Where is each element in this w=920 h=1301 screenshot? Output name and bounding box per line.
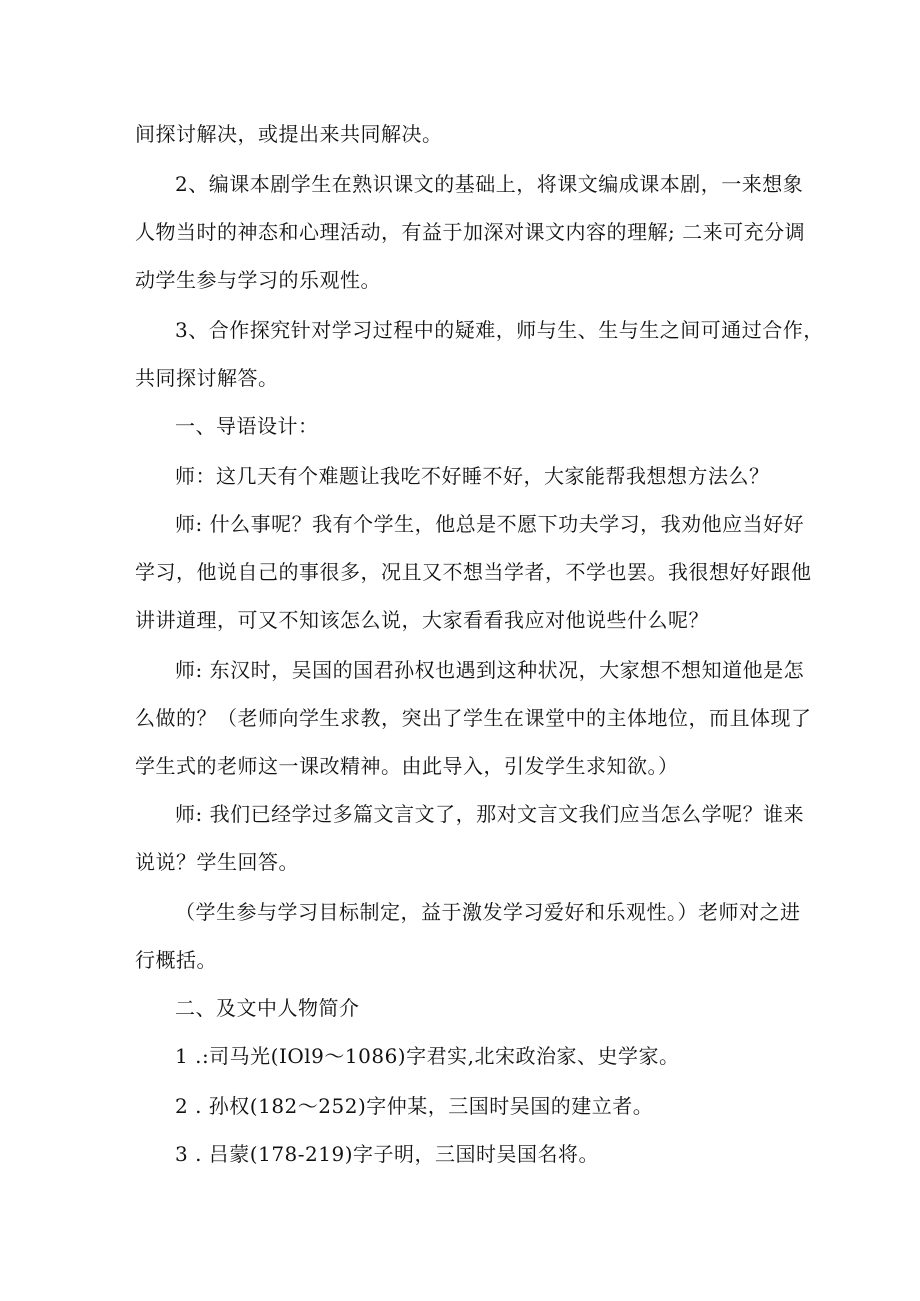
paragraph-classical-chinese [135, 790, 805, 886]
paragraph-textbook-drama [135, 160, 806, 304]
section-heading-intro-design [135, 402, 795, 450]
text-line: 学习，他说自己的事很多，况且又不想当学者，不学也罢。我很想好好跟他 [135, 560, 812, 584]
section-heading-characters [135, 984, 795, 1032]
text-line: 3 . 吕蒙(178-219)字子明，三国时吴国名将。 [175, 1142, 600, 1166]
paragraph-learning-goals [135, 888, 801, 984]
text-line: 间探讨解决，或提出来共同解决。 [135, 122, 443, 146]
text-line: 2、编课本剧学生在熟识课文的基础上，将课文编成课本剧，一来想象 [175, 172, 804, 196]
text-line: 么做的？（老师向学生求教，突出了学生在课堂中的主体地位，而且体现了 [135, 706, 812, 730]
paragraph-teacher-student-story [135, 500, 812, 644]
text-line: 学生式的老师这一课改精神。由此导入，引发学生求知欲。） [135, 754, 679, 778]
text-line: 一、导语设计： [175, 414, 319, 438]
paragraph-cooperative-inquiry [135, 306, 824, 402]
text-line: 2 . 孙权(182～252)字仲某，三国时吴国的建立者。 [175, 1094, 654, 1118]
list-item-sima-guang [135, 1032, 795, 1080]
text-line: 行概括。 [135, 948, 217, 972]
text-line: 人物当时的神态和心理活动，有益于加深对课文内容的理解; 二来可充分调 [135, 220, 806, 244]
text-line: 师: 什么事呢？我有个学生，他总是不愿下功夫学习，我劝他应当好好 [175, 512, 805, 536]
paragraph-eastern-han [135, 646, 812, 790]
text-line: 3、合作探究针对学习过程中的疑难，师与生、生与生之间可通过合作， [175, 318, 824, 342]
text-line: 二、及文中人物简介 [175, 996, 360, 1020]
text-line: 共同探讨解答。 [135, 366, 279, 390]
list-item-lu-meng [135, 1130, 795, 1178]
text-line: 1 .:司马光(IOl9～1086)字君实,北宋政治家、史学家。 [175, 1044, 680, 1068]
text-line: （学生参与学习目标制定，益于激发学习爱好和乐观性。）老师对之进 [175, 900, 801, 924]
text-line: 师：这几天有个难题让我吃不好睡不好，大家能帮我想想方法么？ [175, 464, 770, 488]
text-line: 说说？学生回答。 [135, 850, 299, 874]
list-item-sun-quan [135, 1082, 795, 1130]
paragraph-continuation [135, 110, 795, 158]
text-line: 动学生参与学习的乐观性。 [135, 268, 381, 292]
text-line: 师: 东汉时，吴国的国君孙权也遇到这种状况，大家想不想知道他是怎 [175, 658, 805, 682]
text-line: 师: 我们已经学过多篇文言文了，那对文言文我们应当怎么学呢？谁来 [175, 802, 805, 826]
paragraph-teacher-question [135, 452, 795, 500]
text-line: 讲讲道理，可又不知该怎么说，大家看看我应对他说些什么呢？ [135, 608, 709, 632]
